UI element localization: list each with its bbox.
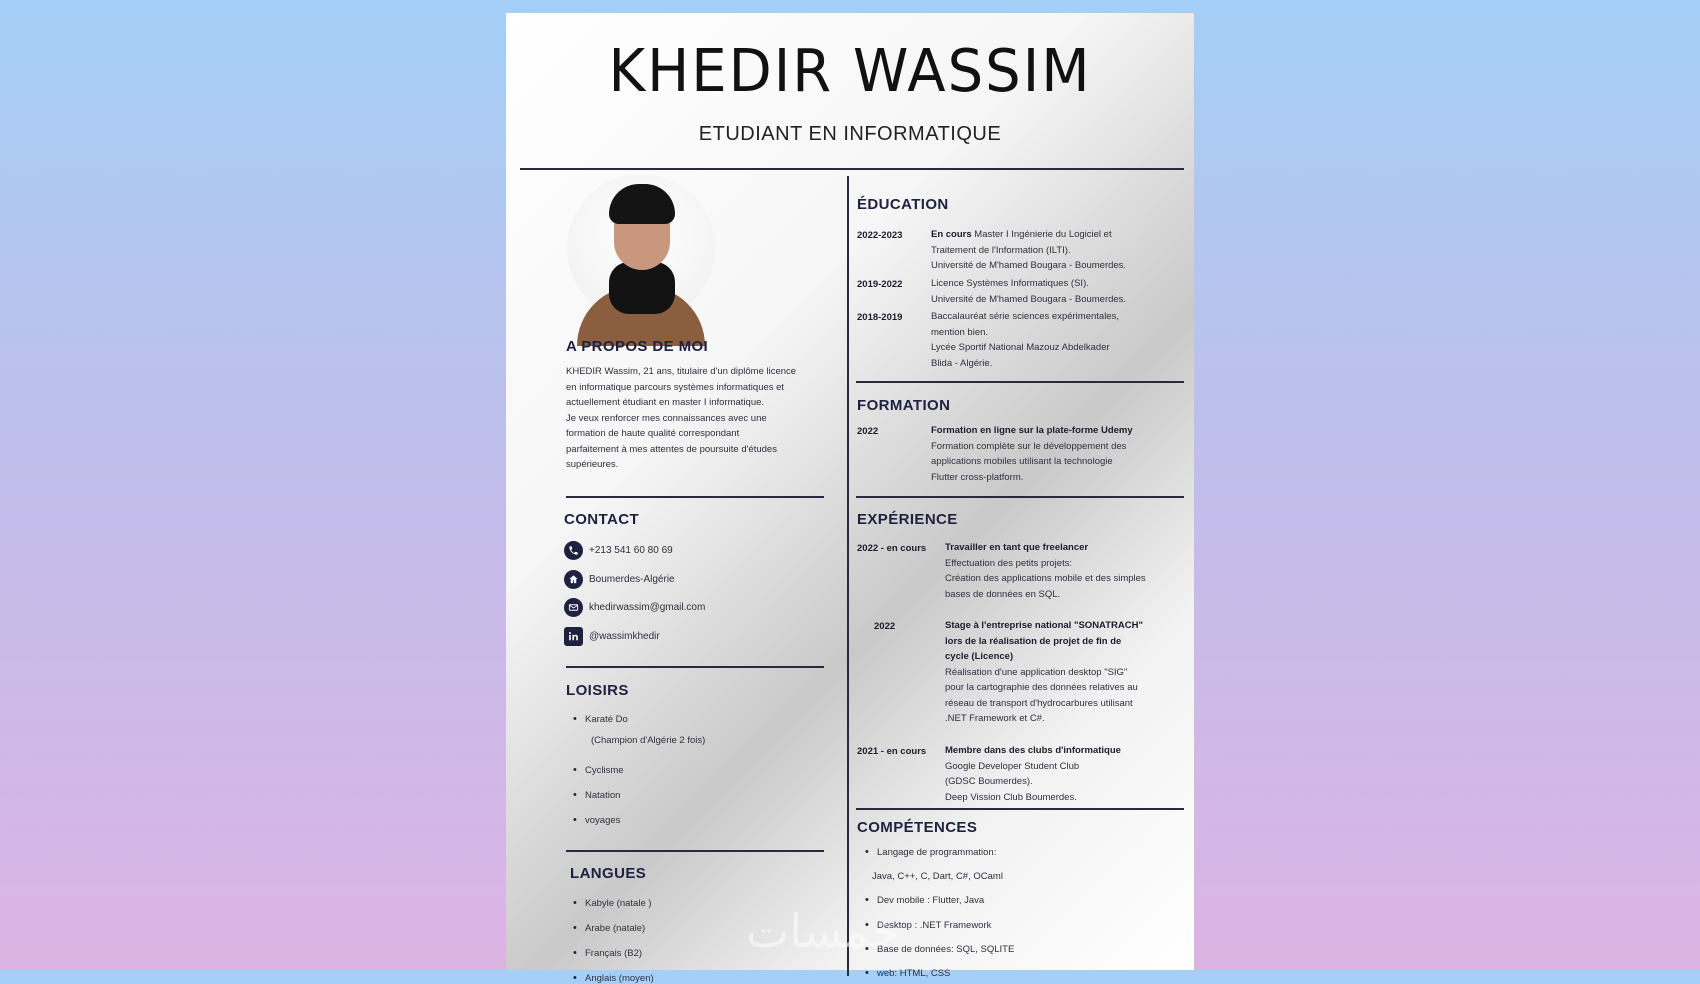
education-entry: Baccalauréat série sciences expérimentales, mention bien. Lycée Sportif National Mazouz Abdelkader Blida - Algérie. bbox=[931, 311, 1119, 369]
education-divider bbox=[856, 381, 1184, 383]
langue-item: • Français (B2) bbox=[585, 948, 642, 959]
education-entry: Licence Systèmes Informatiques (SI). Université de M'hamed Bougara - Boumerdes. bbox=[931, 278, 1127, 305]
education-year: 2018-2019 bbox=[857, 312, 903, 323]
langue-item: • Anglais (moyen) bbox=[585, 973, 654, 984]
experience-year: 2022 bbox=[874, 621, 896, 632]
header-divider bbox=[520, 168, 1184, 170]
loisir-item: • Natation bbox=[585, 790, 620, 801]
education-year: 2022-2023 bbox=[857, 230, 903, 241]
contact-divider bbox=[566, 666, 824, 668]
contact-phone bbox=[564, 540, 673, 560]
about-divider bbox=[566, 496, 824, 498]
competence-item: • Dev mobile : Flutter, Java bbox=[877, 895, 984, 906]
phone-text[interactable]: +213 541 60 80 69 bbox=[589, 544, 673, 556]
loisir-item: • Karaté Do bbox=[585, 714, 628, 725]
phone-icon bbox=[564, 541, 583, 560]
contact-heading: CONTACT bbox=[564, 511, 640, 528]
watermark-logo: خمسات bbox=[746, 904, 900, 958]
competence-item: • Base de données: SQL, SQLITE bbox=[877, 944, 1014, 955]
profile-photo bbox=[567, 174, 715, 322]
competence-item: • web: HTML, CSS bbox=[877, 968, 950, 979]
loisirs-heading: LOISIRS bbox=[566, 682, 629, 699]
competence-item: • Desktop : .NET Framework bbox=[877, 920, 991, 931]
about-heading: A PROPOS DE MOI bbox=[566, 338, 709, 355]
experience-divider bbox=[856, 808, 1184, 810]
experience-entry: Travailler en tant que freelancer Effectuation des petits projets: Création des applications mobile et des simples bases de données en SQL. bbox=[945, 542, 1146, 600]
education-heading: ÉDUCATION bbox=[857, 196, 949, 213]
mail-icon bbox=[564, 598, 583, 617]
column-divider bbox=[847, 176, 849, 976]
experience-entry: Stage à l'entreprise national "SONATRACH" lors de la réalisation de projet de fin de cycle (Licence) Réalisation d'une application desktop "SIG" pour la cartographie des données relatives au réseau de transport d'hydrocarbures utilisant .NET Framework et C#. bbox=[945, 620, 1143, 724]
loisir-item-note: (Champion d'Algérie 2 fois) bbox=[591, 735, 706, 746]
formation-entry: Formation en ligne sur la plate-forme Udemy Formation complète sur le développement des applications mobiles utilisant la technologie Flutter cross-platform. bbox=[931, 425, 1133, 483]
langues-heading: LANGUES bbox=[570, 865, 647, 882]
langue-item: • Arabe (natale) bbox=[585, 923, 645, 934]
resume-title: ETUDIANT EN INFORMATIQUE bbox=[698, 123, 1002, 145]
langue-item: • Kabyle (natale ) bbox=[585, 898, 652, 909]
education-entry: En cours Master I Ingénierie du Logiciel et Traitement de l'Information (ILTI). Université de M'hamed Bougara - Boumerdes. bbox=[931, 229, 1127, 271]
contact-email bbox=[564, 597, 705, 617]
competence-item: • Langage de programmation: bbox=[877, 847, 996, 858]
linkedin-icon bbox=[564, 627, 583, 646]
linkedin-text[interactable]: @wassimkhedir bbox=[589, 630, 660, 642]
contact-address bbox=[564, 569, 675, 589]
resume-name: KHEDIR WASSIM bbox=[608, 37, 1092, 106]
formation-divider bbox=[856, 496, 1184, 498]
competences-heading: COMPÉTENCES bbox=[857, 819, 978, 836]
address-text: Boumerdes-Algérie bbox=[589, 573, 675, 585]
education-year: 2019-2022 bbox=[857, 279, 903, 290]
formation-heading: FORMATION bbox=[857, 397, 951, 414]
home-icon bbox=[564, 570, 583, 589]
email-text[interactable]: khedirwassim@gmail.com bbox=[589, 601, 706, 613]
loisirs-divider bbox=[566, 850, 824, 852]
loisir-item: • Cyclisme bbox=[585, 765, 624, 776]
contact-linkedin bbox=[564, 626, 660, 646]
formation-year: 2022 bbox=[857, 426, 879, 437]
experience-year: 2022 - en cours bbox=[857, 543, 927, 554]
resume-page bbox=[506, 13, 1194, 984]
experience-heading: EXPÉRIENCE bbox=[857, 511, 958, 528]
loisir-item: • voyages bbox=[585, 815, 620, 826]
experience-entry: Membre dans des clubs d'informatique Google Developer Student Club (GDSC Boumerdes). Deep Vission Club Boumerdes. bbox=[945, 745, 1121, 803]
experience-year: 2021 - en cours bbox=[857, 746, 927, 757]
competence-item-note: Java, C++, C, Dart, C#, OCaml bbox=[872, 871, 1003, 882]
about-text: KHEDIR Wassim, 21 ans, titulaire d'un diplôme licence en informatique parcours systèmes informatiques et actuellement étudiant en master I informatique. Je veux renforcer mes connaissances avec une formation de haute qualité correspondant parfaitement à mes attentes de poursuite d'études supérieures. bbox=[566, 366, 797, 470]
